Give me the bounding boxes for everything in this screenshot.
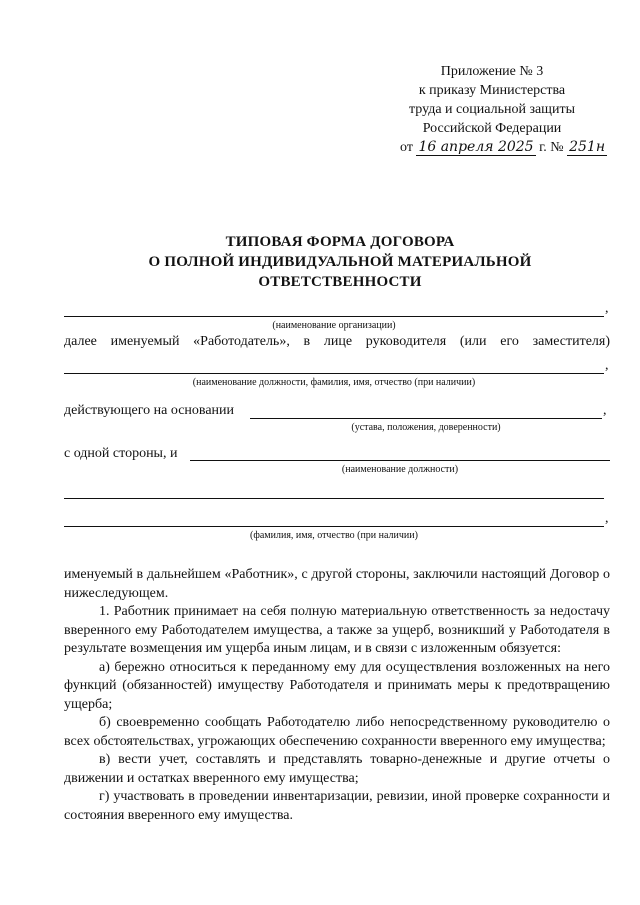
- order-number-handwritten: 251н: [569, 139, 606, 155]
- org-name-line[interactable]: [64, 316, 604, 317]
- basis-comma: ,: [603, 403, 607, 418]
- clause-1b: б) своевременно сообщать Работодателю либо непосредственному руководителю о всех обстоятельствах, угрожающих обеспечению сохранности вверенного ему имущества;: [64, 715, 610, 749]
- title-line-1: ТИПОВАЯ ФОРМА ДОГОВОРА: [225, 234, 455, 250]
- clause-1d: г) участвовать в проведении инвентаризации, ревизии, иной проверке сохранности и состояния вверенного ему имущества.: [64, 789, 610, 823]
- job-caption: (наименование должности): [341, 464, 459, 475]
- appendix-block: [392, 62, 606, 157]
- basis-label: действующего на основании: [64, 403, 235, 418]
- clause-1: 1. Работник принимает на себя полную материальную ответственность за недостачу вверенного ему Работодателем имущества, а также за ущерб, возникший у Работодателя в результате возмещения им ущерба иным лицам, и в связи с изложенным обязуется:: [64, 604, 610, 656]
- appendix-order-ref: к приказу Министерства: [418, 83, 566, 98]
- appendix-order-line: [392, 138, 606, 157]
- position-comma: ,: [605, 358, 609, 373]
- title-line-2: О ПОЛНОЙ ИНДИВИДУАЛЬНОЙ МАТЕРИАЛЬНОЙ: [148, 254, 532, 270]
- position-caption: (наименование должности, фамилия, имя, отчество (при наличии): [192, 377, 476, 388]
- side-label: с одной стороны, и: [64, 446, 178, 461]
- contract-body: [64, 566, 610, 825]
- job-line[interactable]: [190, 460, 610, 461]
- basis-caption: (устава, положения, доверенности): [351, 422, 501, 433]
- basis-line[interactable]: [250, 418, 602, 419]
- org-comma: ,: [605, 301, 609, 316]
- appendix-number: Приложение № 3: [440, 64, 544, 79]
- order-year-suffix: г. №: [539, 140, 564, 155]
- clause-1a: а) бережно относиться к переданному ему для осуществления возложенных на него функций (обязанностей) имуществу Работодателя и принимать меры к предотвращению ущерба;: [64, 659, 610, 712]
- order-date-handwritten: 16 апреля 2025: [418, 139, 534, 155]
- fio-line[interactable]: [64, 526, 604, 527]
- appendix-country: Российской Федерации: [422, 121, 562, 136]
- employer-text: далее именуемый «Работодатель», в лице руководителя (или его заместителя): [64, 334, 610, 349]
- org-name-caption: (наименование организации): [272, 320, 396, 331]
- extra-line[interactable]: [64, 498, 604, 499]
- position-line[interactable]: [64, 373, 604, 374]
- fio-caption: (фамилия, имя, отчество (при наличии): [250, 530, 418, 541]
- title-line-3: ОТВЕТСТВЕННОСТИ: [258, 274, 422, 290]
- order-prefix: от: [400, 140, 413, 155]
- appendix-ministry: труда и социальной защиты: [409, 102, 575, 117]
- intro-paragraph: именуемый в дальнейшем «Работник», с другой стороны, заключили настоящий Договор о нижеследующем.: [64, 567, 610, 601]
- clause-1c: в) вести учет, составлять и представлять товарно-денежные и другие отчеты о движении и остатках вверенного ему имущества;: [64, 752, 610, 786]
- fio-comma: ,: [605, 511, 609, 526]
- document-title: [60, 232, 620, 292]
